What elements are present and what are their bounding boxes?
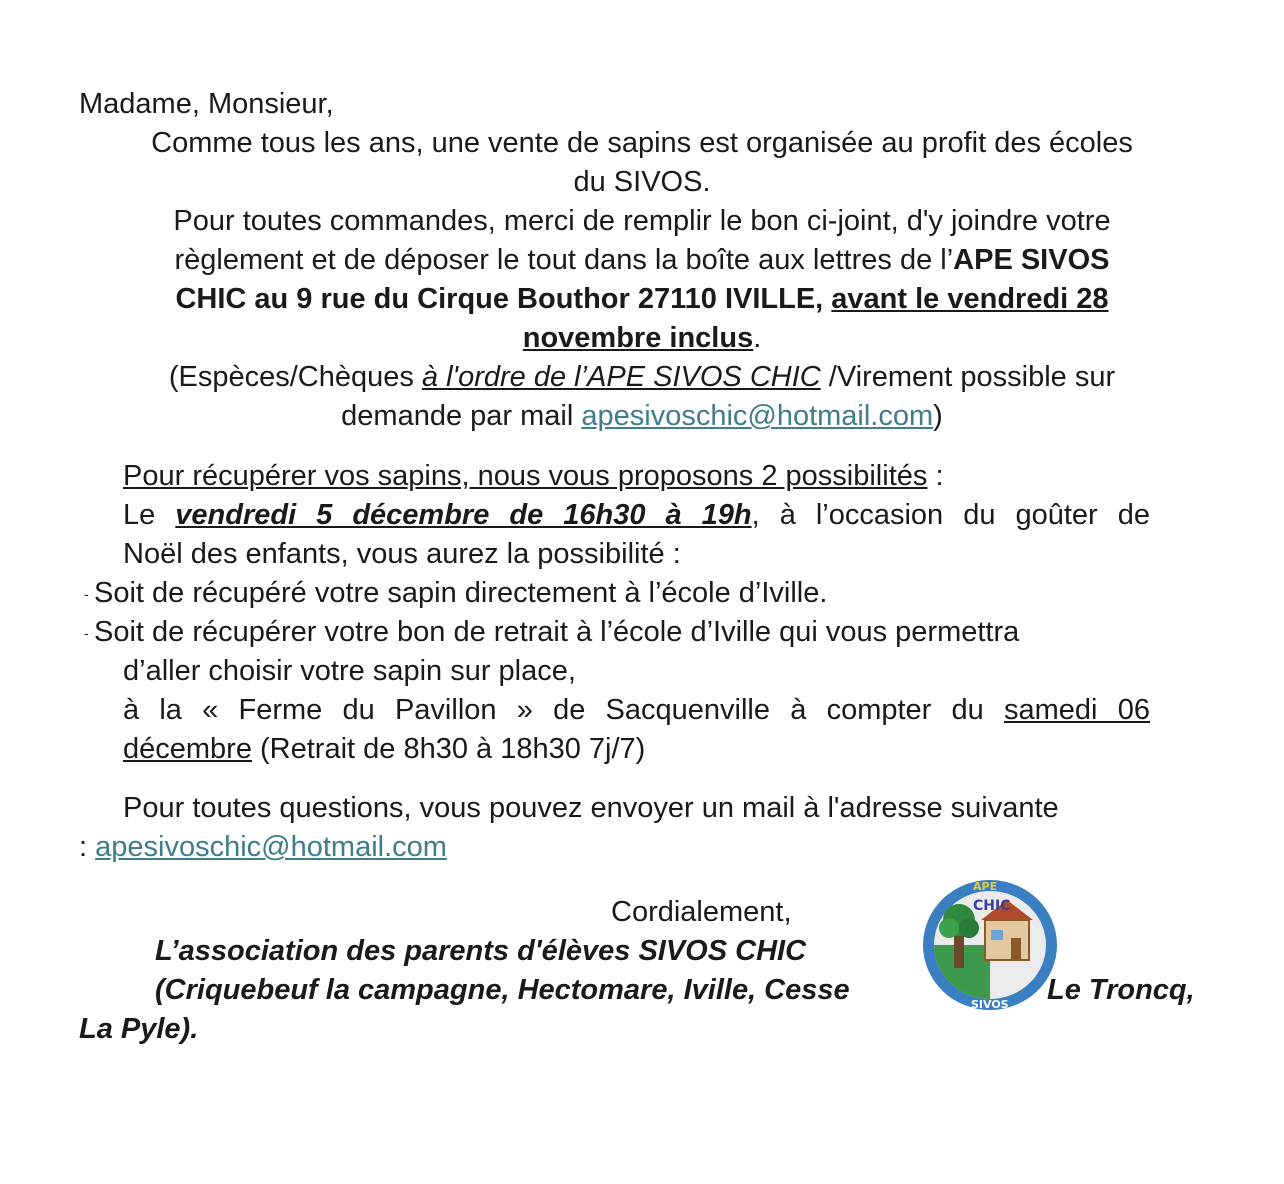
deadline: avant le vendredi 28 [831,283,1109,315]
logo-text-mid: CHIC [973,898,1011,914]
payment-text: ) [933,400,943,432]
pickup-heading [123,457,944,496]
pickup-line: Noël des enfants, vous aurez la possibilité : [123,538,681,570]
order-line [0,241,1284,280]
ape-sivos-chic-logo [921,878,1059,1012]
order-text: . [753,322,762,354]
option-line [123,691,1150,730]
association-address: CHIC au 9 rue du Cirque Bouthor 27110 IVILLE, [175,283,832,315]
order-line [0,280,1284,319]
signature-text: (Criquebeuf la campagne, Hectomare, Iville, Cesse [155,974,850,1006]
pickup-text: Le [123,499,176,531]
option-line [123,730,645,769]
payment-text: (Espèces/Chèques [168,361,422,393]
list-dash: - [84,624,89,641]
signature-line [155,932,806,971]
payment-text: demande par mail [341,400,582,432]
retrieval-date: samedi 06 [1004,694,1150,726]
option-text: à la « Ferme du Pavillon » de Sacquenville à compter du [123,694,1005,726]
signature-text: Le Troncq, [1047,974,1195,1006]
questions-text: : [79,831,96,863]
email-link[interactable]: apesivoschic@hotmail.com [95,831,447,863]
deadline: novembre inclus [522,322,754,354]
pickup-date: vendredi 5 décembre de 16h30 à 19h [175,499,752,531]
payment-line [0,358,1284,397]
signature-text: L’association des parents d'élèves SIVOS CHIC [155,935,807,967]
pickup-heading-text: Pour récupérer vos sapins, nous vous proposons 2 possibilités [123,460,928,492]
signature-line [155,971,850,1010]
option-item [84,613,1019,653]
signature-line [79,1010,198,1049]
payment-payee: à l'ordre de l’APE SIVOS CHIC [421,361,821,393]
logo-text-bottom: SIVOS [971,998,1009,1011]
option-item [84,574,827,614]
intro-line: du SIVOS. [573,166,711,198]
intro-line: Comme tous les ans, une vente de sapins est organisée au profit des écoles [151,127,1133,159]
option-text: d’aller choisir votre sapin sur place, [123,655,576,687]
signature-text: La Pyle). [79,1013,199,1045]
order-text: règlement et de déposer le tout dans la boîte aux lettres de l’ [174,244,954,276]
email-link[interactable]: apesivoschic@hotmail.com [581,400,934,432]
greeting: Madame, Monsieur, [79,88,334,120]
association-address: APE SIVOS [953,244,1110,276]
option-text: (Retrait de 8h30 à 18h30 7j/7) [251,733,646,765]
payment-line [0,397,1284,436]
payment-text: /Virement possible sur [820,361,1116,393]
pickup-line [123,496,1150,535]
questions-line [79,828,447,867]
retrieval-date: décembre [123,733,252,765]
closing: Cordialement, [611,896,792,928]
order-line [0,319,1284,358]
pickup-text: , à l’occasion du goûter de [751,499,1150,531]
option-text: Soit de récupéré votre sapin directement à l’école d’Iville. [94,577,828,609]
logo-text-top: APE [973,880,998,893]
signature-line [1047,971,1195,1010]
option-text: Soit de récupérer votre bon de retrait à l’école d’Iville qui vous permettra [94,616,1020,648]
questions-line: Pour toutes questions, vous pouvez envoyer un mail à l'adresse suivante [123,792,1059,824]
order-line: Pour toutes commandes, merci de remplir le bon ci-joint, d'y joindre votre [173,205,1111,237]
list-dash: - [84,585,89,602]
pickup-heading-colon: : [927,460,944,492]
